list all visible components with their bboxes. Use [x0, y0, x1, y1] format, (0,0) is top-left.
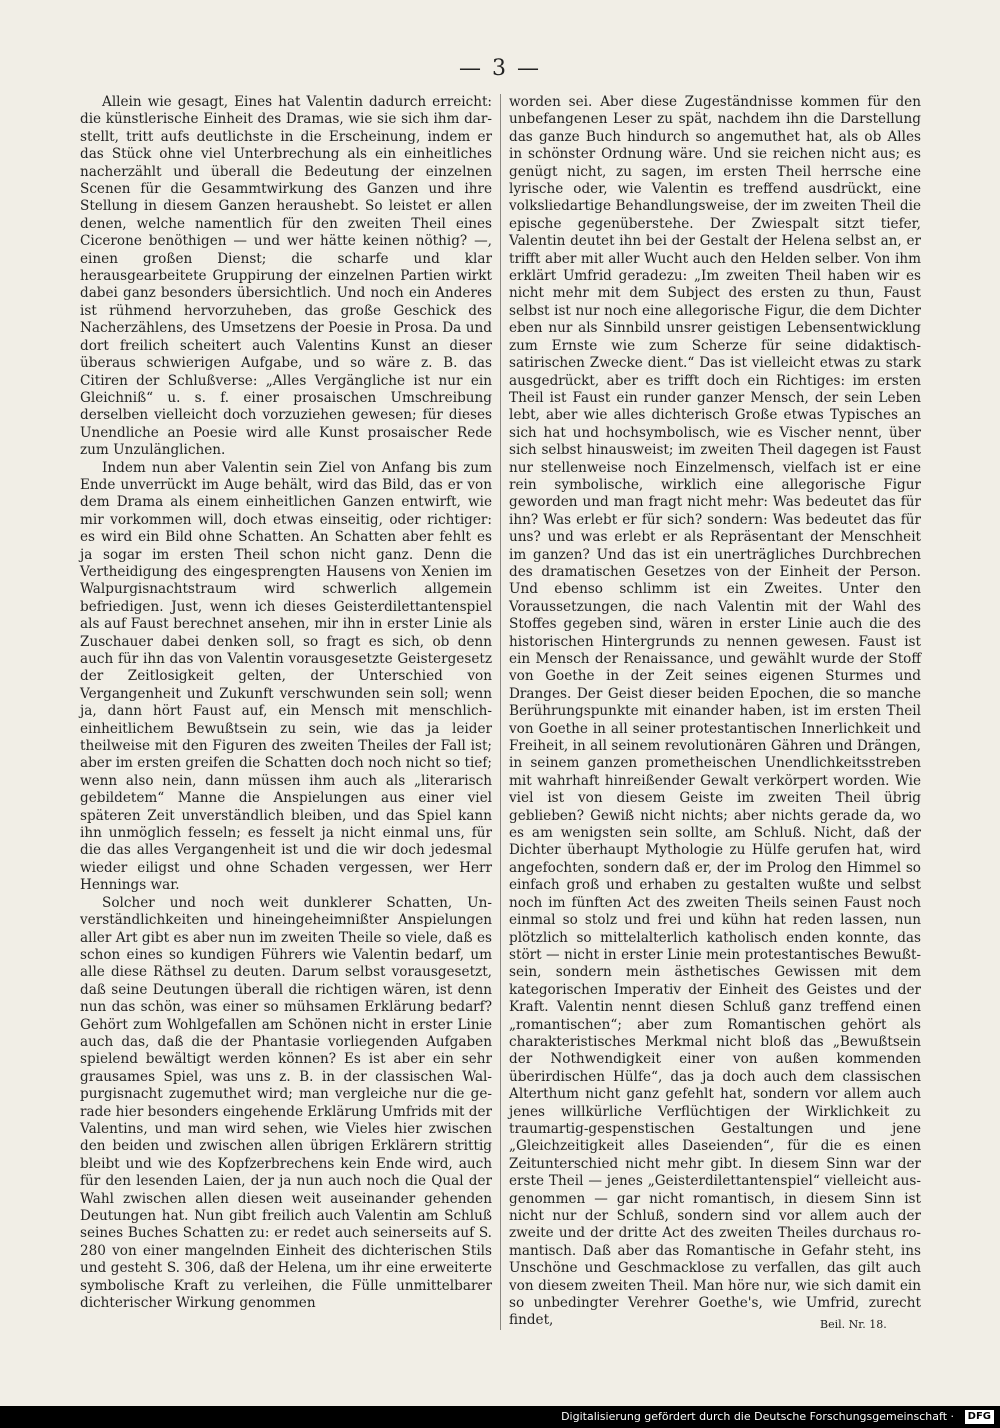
footer-text: Digitalisierung gefördert durch die Deutsche Forschungsgemeinschaft ·: [561, 1410, 954, 1423]
footer-bar: [0, 1406, 1000, 1428]
page-number: — 3 —: [459, 56, 541, 81]
paragraph: Allein wie gesagt, Eines hat Valentin dadurch erreicht: die künstlerische Einheit des Dramas, wie sie sich ihm darstellt, tritt aufs deutlichste in die Erscheinung, indem er das Stück ohne viel Unterbrechung als ein einheitliches nacherzählt und überall die Bedeutung der einzelnen Scenen für die Gesammtwirkung des Ganzen und ihre Stellung in diesem Ganzen heraushebt. So leistet er allen denen, welche namentlich für den zweiten Theil eines Cicerone benöthigen — und wer hätte keinen nöthig? —, einen großen Dienst; die scharfe und klar herausgearbeitete Gruppirung der einzelnen Partien wirkt dabei ganz besonders übersichtlich. Und noch ein Anderes ist rühmend hervorzuheben, das große Geschick des Nacherzählens, des Umsetzens der Poesie in Prosa. Da und dort freilich scheitert auch Valentins Kunst an dieser überaus schwierigen Aufgabe, und so wäre z. B. das Citiren der Schlußverse: „Alles Vergängliche ist nur ein Gleichniß“ u. s. f. einer prosaischen Umschreibung derselben vielleicht doch vorzuziehen gewesen; für dieses Unendliche an Poesie wird alle Kunst prosaischer Rede zum Unzulänglichen.: [80, 94, 492, 459]
right-column: [509, 94, 921, 1330]
paragraph: Indem nun aber Valentin sein Ziel von Anfang bis zum Ende unverrückt im Auge behält, wird das Bild, das er von dem Drama als einem einheitlichen Ganzen entwirft, wie mir vorkommen will, doch etwas einseitig, oder richtiger: es wird ein Bild ohne Schatten. An Schatten aber fehlt es ja sogar im ersten Theil schon nicht ganz. Denn die Vertheidigung des eingesprengten Hausens von Xenien im Walpurgisnachtstraum wird schwerlich allgemein befriedigen. Just, wenn ich dieses Geisterdilettantenspiel als auf Faust berechnet ansehen, mir ihn in erster Linie als Zuschauer dabei denken soll, so fragt es sich, ob denn auch für ihn das von Valentin vorausgesetzte Geistergesetz der Zeitlosigkeit gelten, der Unterschied von Vergangenheit und Zukunft verschwunden sein soll; wenn ja, dann hört Faust auf, ein Mensch mit menschlich-einheitlichem Bewußtsein zu sein, wie das ja leider theilweise mit den Figuren des zweiten Theiles der Fall ist; aber im ersten greifen die Schatten doch noch nicht so tief; wenn also nein, dann müssen ihm auch als „literarisch gebildetem“ Manne die Anspielungen aus einer viel späteren Zeit unverständlich bleiben, und das Spiel kann ihn unmöglich fesseln; es fesselt ja nicht einmal uns, für die das alles Vergangenheit ist und die wir doch jedesmal wieder eiligst und ohne Schaden vergessen, wer Herr Hennings war.: [80, 459, 492, 894]
paragraph: Solcher und noch weit dunklerer Schatten, Unverständlichkeiten und hineingeheimnißter Anspielungen aller Art gibt es aber nun im zweiten Theile so viele, daß es schon eines so kundigen Führers wie Valentin bedarf, um alle diese Räthsel zu deuten. Darum selbst vorausgesetzt, daß seine Deutungen überall die richtigen wären, ist denn nun das schön, was einer so mühsamen Erklärung bedarf? Gehört zum Wohlgefallen am Schönen nicht in erster Linie auch das, daß die der Phantasie vorliegenden Aufgaben spielend bewältigt werden können? Es ist aber ein sehr grausames Spiel, was uns z. B. in der classischen Walpurgisnacht zugemuthet wird; man vergleiche nur die gerade hier besonders eingehende Erklärung Umfrids mit der Valentins, und man wird sehen, wie Vieles hier zwischen den beiden und zwischen allen übrigen Erklärern strittig bleibt und wie des Kopfzerbrechens kein Ende wird, auch für den lesenden Laien, der ja nun auch noch die Qual der Wahl zwischen allen diesen weit auseinander gehenden Deutungen hat. Nun gibt freilich auch Valentin am Schluß seines Buches Schatten zu: er redet auch seinerseits auf S. 280 von einer mangelnden Einheit des dichterischen Stils und gesteht S. 306, daß der Helena, um ihr eine erweiterte symbolische Kraft zu verleihen, die Fülle unmittelbarer dichterischer Wirkung genommen: [80, 894, 492, 1312]
column-divider: [500, 94, 501, 1330]
paragraph: worden sei. Aber diese Zugeständnisse kommen für den unbefangenen Leser zu spät, nachdem ihn die Darstellung das ganze Buch hindurch so angemuthet hat, als ob Alles in schönster Ordnung wäre. Und sie reichen nicht aus; es genügt nicht, zu sagen, im ersten Theil herrsche eine lyrische oder, wie Valentin es treffend ausdrückt, eine volksliedartige Behandlungsweise, der im zweiten Theil die epische gegenüberstehe. Der Zwiespalt sitzt tiefer, Valentin deutet ihn bei der Gestalt der Helena selbst an, er trifft aber mit aller Wucht auch den Helden selber. Von ihm erklärt Umfrid geradezu: „Im zweiten Theil haben wir es nicht mehr mit dem Subject des ersten zu thun, Faust selbst ist nur noch eine allegorische Figur, die dem Dichter eben nur als Sinnbild unsrer geistigen Lebensentwicklung zum Ernste wie zum Scherze für seine didaktisch-satirischen Zwecke dient.“ Das ist vielleicht etwas zu stark ausgedrückt, aber es trifft doch ein Richtiges: im ersten Theil ist Faust ein runder ganzer Mensch, der sein Leben lebt, aber wie alles dichterisch Große etwas Typisches an sich hat und hochsymbolisch, wie es Vischer nennt, über sich selbst hinausweist; im zweiten Theil dagegen ist Faust nur stellenweise noch Einzelmensch, vielfach ist er eine rein symbolische, wirklich eine allegorische Figur geworden und man fragt nicht mehr: Was bedeutet das für ihn? Was erlebt er für sich? sondern: Was bedeutet das für uns? und was erlebt er als Repräsentant der Menschheit im ganzen? Und das ist ein unerträgliches Durchbrechen des dramatischen Gesetzes von der Einheit der Person. Und ebenso schlimm ist ein Zweites. Unter den Voraussetzungen, die nach Valentin mit der Wahl des Stoffes gegeben sind, wären in erster Linie auch die des historischen Hintergrunds zu nennen gewesen. Faust ist ein Mensch der Renaissance, und gewählt wurde der Stoff von Goethe in der Zeit seines eigenen Sturmes und Dranges. Der Geist dieser beiden Epochen, die so manche Berührungspunkte mit einander haben, ist im ersten Theil von Goethe in all seiner protestantischen Innerlichkeit und Freiheit, in all seinem revolutionären Gähren und Drängen, in seinem ganzen prometheischen Unendlichkeitsstreben mit wahrhaft hinreißender Gewalt verkörpert worden. Wie viel ist von diesem Geiste im zweiten Theil übrig geblieben? Gewiß nicht nichts; aber nichts gerade da, wo es am wenigsten sein sollte, am Schluß. Nicht, daß der Dichter überhaupt Mythologie zu Hülfe gerufen hat, wird angefochten, sondern daß er, der im Prolog den Himmel so einfach groß und erhaben zu gestalten wußte und selbst noch im fünften Act des zweiten Theils seinen Faust noch einmal so stolz und frei und kühn hat reden lassen, nun plötzlich so mittelalterlich katholisch enden konnte, das stört — nicht in erster Linie mein protestantisches Bewußtsein, sondern mein ästhetisches Gewissen mit dem kategorischen Imperativ der Einheit des Geistes und der Kraft. Valentin nennt diesen Schluß ganz treffend einen „romantischen“; aber zum Romantischen gehört als charakteristisches Merkmal nicht bloß das „Bewußtsein der Nothwendigkeit einer von außen kommenden überirdischen Hülfe“, das ja doch auch dem classischen Alterthum nicht ganz gefehlt hat, sondern vor allem auch jenes willkürliche Verflüchtigen der Wirklichkeit zu traumartig-gespenstischen Gestaltungen und jene „Gleichzeitigkeit alles Daseienden“, für die es einen Zeitunterschied nicht mehr gibt. In diesem Sinn war der erste Theil — jenes „Geisterdilettantenspiel“ vielleicht ausgenommen — gar nicht romantisch, in diesem Sinn ist nicht nur der Schluß, sondern sind vor allem auch der zweite und der dritte Act des zweiten Theiles durchaus romantisch. Daß aber das Romantische in Gefahr steht, ins Unschöne und Geschmacklose zu verfallen, das gilt auch von diesem zweiten Theil. Man höre nur, wie sich damit ein so unbedingter Verehrer Goethe's, wie Umfrid, zurecht findet,: [509, 94, 921, 1329]
signature-mark: Beil. Nr. 18.: [820, 1318, 887, 1331]
dfg-logo-icon: DFG: [965, 1410, 994, 1424]
left-column: [80, 94, 492, 1312]
